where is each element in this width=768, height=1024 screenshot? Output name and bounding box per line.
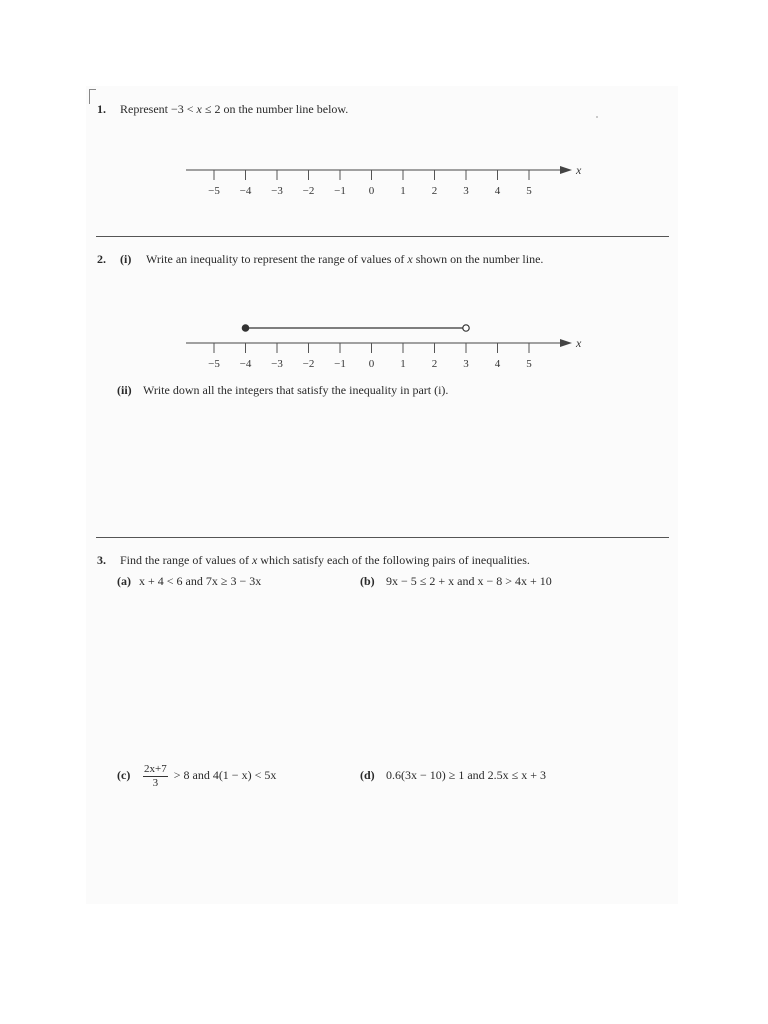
number-line-1-tick-label: 5 [526,185,532,197]
question-3d-expression: 0.6(3x − 10) ≥ 1 and 2.5x ≤ x + 3 [386,768,547,782]
number-line-1-tick-label: 3 [463,185,469,197]
question-3d-label: (d) [360,768,375,782]
question-3b [360,574,552,589]
question-2-variable: x [407,252,413,266]
number-line-2-tick-label: 5 [526,358,532,368]
divider-1 [96,236,669,237]
number-line-1-tick-label: −5 [208,185,220,197]
question-3b-expression: 9x − 5 ≤ 2 + x and x − 8 > 4x + 10 [386,574,552,588]
question-3c-fraction [143,763,168,789]
number-line-1-tick-label: −2 [302,185,315,197]
question-3-text-post: which satisfy each of the following pairs of inequalities. [257,553,530,567]
question-1-variable: x [196,102,202,116]
question-3b-label: (b) [360,574,375,588]
number-line-2-tick-label: 0 [368,358,375,368]
number-line-2-arrow-icon [560,339,572,347]
question-3-number: 3. [97,553,106,567]
question-3-variable: x [251,553,258,567]
number-line-1-axis-label: x [576,163,582,177]
question-2-part-ii-label: (ii) [117,383,132,397]
number-line-2-tick-label: −3 [271,358,283,368]
question-3 [97,553,530,568]
question-3a [117,574,261,589]
question-1-text-post: ≤ 2 on the number line below. [201,102,349,116]
number-line-2-tick-label: 1 [400,358,406,368]
question-2-part-i-text-pre: Write an inequality to represent the range of values of [146,252,408,266]
number-line-2-tick-label: −1 [334,358,346,368]
question-2-part-ii-text: Write down all the integers that satisfy the inequality in part (i). [143,383,449,397]
number-line-2-tick-label: 2 [431,358,438,368]
question-2-part-i-label: (i) [120,252,132,266]
question-1-number: 1. [97,102,106,116]
scan-speck [596,116,598,118]
number-line-2-tick-label: −4 [239,358,252,368]
number-line-1-tick-label: −4 [239,185,252,197]
number-line-2-tick-label: 3 [463,358,469,368]
question-2-part-i-text-post: shown on the number line. [412,252,544,266]
number-line-1-tick-label: −1 [334,185,346,197]
scan-corner-mark [89,89,96,104]
number-line-1-tick-label: 2 [431,185,438,197]
number-line-2 [180,318,590,368]
question-3c [117,763,276,789]
number-line-1-arrow-icon [560,166,572,174]
number-line-1-tick-label: 4 [494,185,501,197]
question-3c-fraction-numerator: 2x+7 [144,763,167,775]
question-2-number: 2. [97,252,106,266]
number-line-1 [180,160,590,205]
number-line-1-tick-label: −3 [271,185,283,197]
number-line-2-tick-label: 4 [494,358,501,368]
number-line-2-closed-endpoint [242,325,248,331]
question-1 [97,102,348,117]
divider-2 [96,537,669,538]
question-3d [360,768,546,783]
question-3c-label: (c) [117,767,131,782]
question-3c-fraction-denominator: 3 [152,776,159,789]
number-line-2-tick-label: −5 [208,358,220,368]
number-line-1-tick-label: 1 [400,185,406,197]
question-3c-expression: > 8 and 4(1 − x) < 5x [170,767,277,782]
number-line-2-tick-label: −2 [302,358,315,368]
question-3a-label: (a) [117,574,131,588]
question-3a-expression: x + 4 < 6 and 7x ≥ 3 − 3x [139,574,262,588]
question-1-text-pre: Represent −3 < [120,102,197,116]
question-3-text-pre: Find the range of values of [120,553,252,567]
question-2-part-ii [117,383,448,398]
number-line-1-tick-label: 0 [368,185,375,197]
question-2-part-i [97,252,543,267]
number-line-2-axis-label: x [576,336,582,350]
number-line-2-open-endpoint [463,325,469,331]
